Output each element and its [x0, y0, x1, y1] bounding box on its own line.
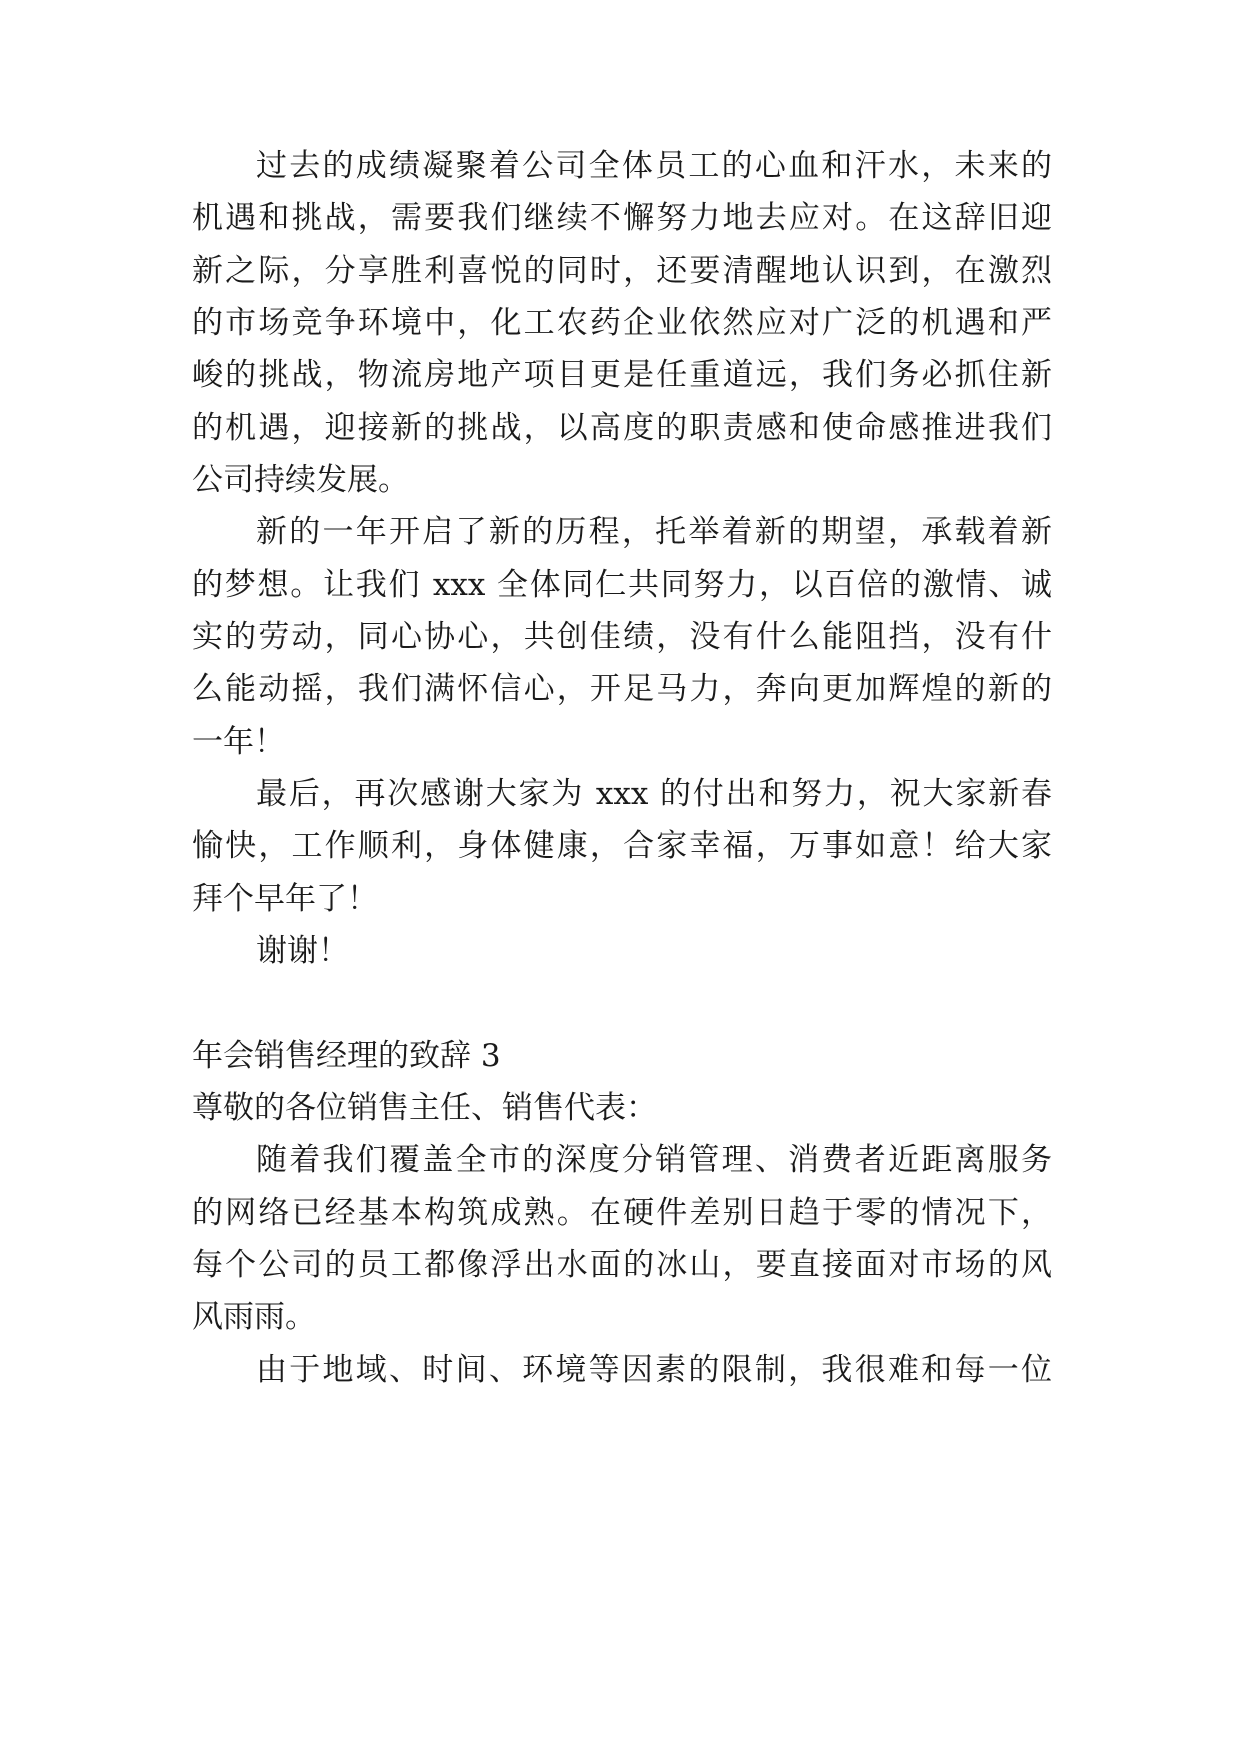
paragraph-line: 的市场竞争环境中，化工农药企业依然应对广泛的机遇和严 [192, 305, 1052, 341]
paragraph-line: 公司持续发展。 [192, 462, 409, 498]
paragraph-line: 么能动摇，我们满怀信心，开足马力，奔向更加辉煌的新的 [192, 671, 1052, 707]
paragraph-line: 实的劳动，同心协心，共创佳绩，没有什么能阻挡，没有什 [192, 619, 1052, 655]
paragraph-line: 新的一年开启了新的历程，托举着新的期望，承载着新 [256, 514, 1052, 550]
paragraph-line: 拜个早年了！ [192, 881, 378, 917]
paragraph-line: 新之际，分享胜利喜悦的同时，还要清醒地认识到，在激烈 [192, 253, 1052, 289]
paragraph-line: 的网络已经基本构筑成熟。在硬件差别日趋于零的情况下， [192, 1195, 1052, 1231]
paragraph-line: 愉快，工作顺利，身体健康，合家幸福，万事如意！给大家 [192, 828, 1052, 864]
paragraph-line: 由于地域、时间、环境等因素的限制，我很难和每一位 [256, 1352, 1052, 1388]
paragraph-line: 的梦想。让我们 xxx 全体同仁共同努力，以百倍的激情、诚 [192, 567, 1052, 603]
paragraph-line: 最后，再次感谢大家为 xxx 的付出和努力，祝大家新春 [256, 776, 1052, 812]
paragraph-line: 每个公司的员工都像浮出水面的冰山，要直接面对市场的风 [192, 1247, 1052, 1283]
section-title: 年会销售经理的致辞 3 [192, 1038, 501, 1074]
paragraph-line: 一年！ [192, 724, 285, 760]
paragraph-line: 过去的成绩凝聚着公司全体员工的心血和汗水，未来的 [256, 148, 1052, 184]
salutation: 尊敬的各位销售主任、销售代表： [192, 1090, 657, 1126]
paragraph-line: 风雨雨。 [192, 1299, 316, 1335]
paragraph-line: 机遇和挑战，需要我们继续不懈努力地去应对。在这辞旧迎 [192, 200, 1052, 236]
paragraph-line: 的机遇，迎接新的挑战，以高度的职责感和使命感推进我们 [192, 410, 1052, 446]
closing-line: 谢谢！ [256, 933, 349, 969]
paragraph-line: 随着我们覆盖全市的深度分销管理、消费者近距离服务 [256, 1142, 1052, 1178]
paragraph-line: 峻的挑战，物流房地产项目更是任重道远，我们务必抓住新 [192, 357, 1052, 393]
